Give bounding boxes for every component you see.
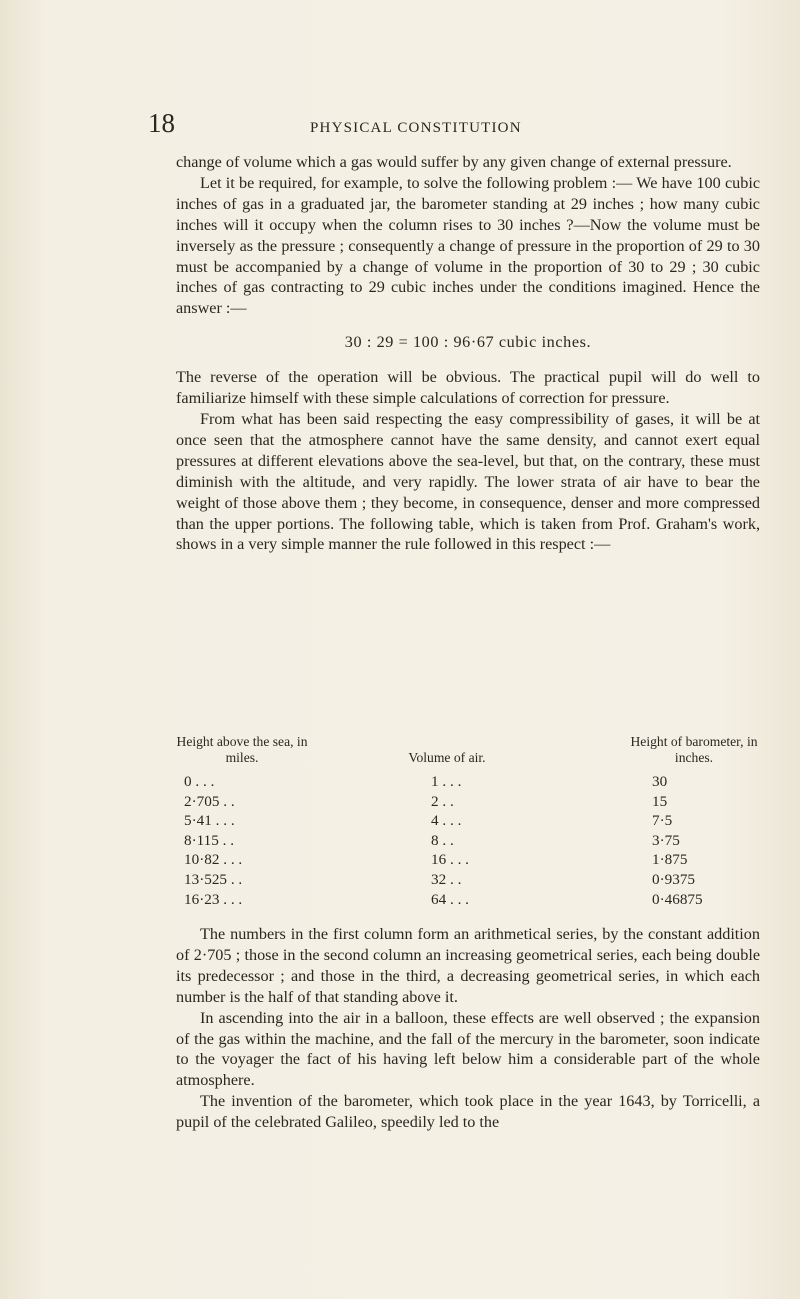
table-row xyxy=(176,890,760,910)
cell-volume: 64 . . . xyxy=(431,890,469,908)
cell-volume: 2 . . xyxy=(431,792,454,810)
table-row xyxy=(176,850,760,870)
paragraph: The invention of the barometer, which took place in the year 1643, by Torricelli, a pupil of the celebrated Galileo, speedily led to the xyxy=(176,1092,760,1132)
table-row xyxy=(176,811,760,831)
cell-height: 10·82 . . . xyxy=(184,851,243,869)
cell-volume: 8 . . xyxy=(431,831,454,849)
altitude-table xyxy=(176,734,760,909)
cell-height: 13·525 . . xyxy=(184,870,243,888)
page-header xyxy=(0,108,800,148)
cell-barometer: 1·875 xyxy=(652,851,688,869)
cell-volume: 32 . . xyxy=(431,870,462,888)
paragraph: The reverse of the operation will be obvious. The practical pupil will do well to familiarize himself with these simple calculations of correction for pressure. xyxy=(176,368,760,408)
paragraph: The numbers in the first column form an arithmetical series, by the constant addition of 2·705 ; those in the second column an increasing geometrical series, each being double its predecessor ; and those in the third, a decreasing geometrical series, in which each number is the half of that standing above it. xyxy=(176,925,760,1006)
cell-barometer: 3·75 xyxy=(652,831,680,849)
cell-height: 5·41 . . . xyxy=(184,812,235,830)
cell-height: 2·705 . . xyxy=(184,792,235,810)
cell-volume: 1 . . . xyxy=(431,773,462,790)
cell-barometer: 7·5 xyxy=(652,812,673,830)
cell-height: 8·115 . . xyxy=(184,831,235,849)
table-row xyxy=(176,831,760,851)
table-row xyxy=(176,870,760,890)
paragraph: change of volume which a gas would suffer by any given change of external pressure. xyxy=(176,153,732,171)
table-row xyxy=(176,772,760,792)
paragraph: Let it be required, for example, to solve the following problem :— We have 100 cubic inches of gas in a graduated jar, the barometer standing at 29 inches ; how many cubic inches will it occupy when the column rises to 30 inches ?—Now the volume must be inversely as the pressure ; consequently a change of pressure in the proportion of 29 to 30 must be accompanied by a change of volume in the proportion of 30 to 29 ; 30 cubic inches of gas contracting to 29 cubic inches under the conditions imagined. Hence the answer :— xyxy=(176,173,760,318)
table-header xyxy=(176,734,760,772)
column-header-height: Height above the sea, in miles. xyxy=(176,734,308,765)
cell-barometer: 0·46875 xyxy=(652,890,703,908)
cell-barometer: 30 xyxy=(652,773,668,790)
paragraph: In ascending into the air in a balloon, these effects are well observed ; the expansion of the gas within the machine, and the fall of the mercury in the barometer, soon indicate to the voyager the fact of his having left below him a considerable part of the whole atmosphere. xyxy=(176,1008,760,1090)
running-title: PHYSICAL CONSTITUTION xyxy=(310,120,522,136)
page-number: 18 xyxy=(148,108,175,138)
cell-barometer: 15 xyxy=(652,792,668,810)
cell-height: 16·23 . . . xyxy=(184,890,243,908)
column-header-volume: Volume of air. xyxy=(408,750,486,765)
cell-barometer: 0·9375 xyxy=(652,870,696,888)
table-row xyxy=(176,792,760,812)
body-text-top xyxy=(176,152,760,555)
body-text-bottom xyxy=(176,924,760,1133)
paragraph: From what has been said respecting the easy compressibility of gases, it will be at once seen that the atmosphere cannot have the same density, and cannot exert equal pressures at different elevations above the sea-level, but that, on the contrary, these must diminish with the altitude, and very rapidly. The lower strata of air have to bear the weight of those above them ; they become, in consequence, denser and more compressed than the upper portions. The following table, which is taken from Prof. Graham's work, shows in a very simple manner the rule followed in this respect :— xyxy=(176,409,760,554)
equation: 30 : 29 = 100 : 96·67 cubic inches. xyxy=(344,333,592,352)
cell-height: 0 . . . xyxy=(184,773,215,790)
column-header-barometer: Height of barometer, in inches. xyxy=(630,734,758,765)
cell-volume: 4 . . . xyxy=(431,812,462,830)
cell-volume: 16 . . . xyxy=(431,851,469,869)
